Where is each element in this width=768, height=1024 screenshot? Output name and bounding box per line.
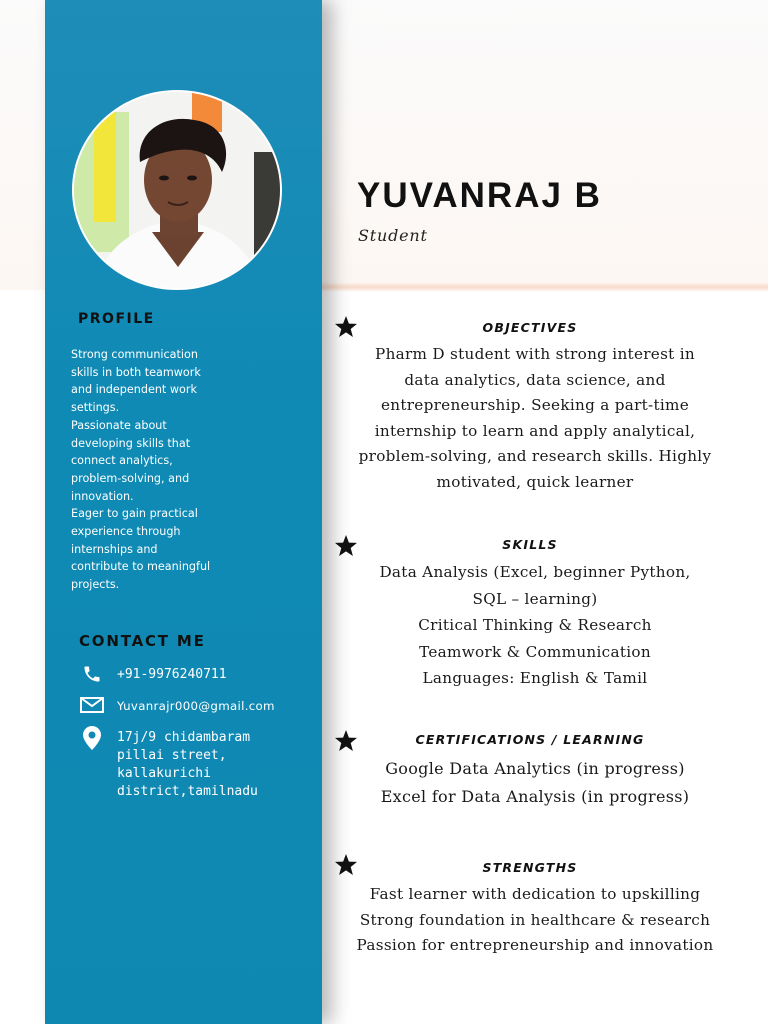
strengths-text — [330, 882, 740, 959]
profile-line: skills in both teamwork — [71, 365, 201, 379]
skills-line: SQL – learning) — [472, 589, 598, 608]
certifications-heading: CERTIFICATIONS / LEARNING — [415, 732, 645, 747]
strengths-line: Strong foundation in healthcare & research — [359, 910, 711, 929]
skills-heading: SKILLS — [502, 537, 558, 552]
profile-text — [71, 346, 241, 594]
profile-line: projects. — [71, 578, 120, 592]
strengths-heading: STRENGTHS — [482, 860, 578, 875]
objectives-line: motivated, quick learner — [436, 472, 634, 491]
profile-line: and independent work — [71, 383, 197, 397]
objectives-line: problem-solving, and research skills. Highly — [358, 447, 712, 466]
avatar-portrait — [74, 92, 280, 288]
contact-heading: CONTACT ME — [79, 632, 206, 650]
objectives-line: internship to learn and apply analytical, — [374, 421, 696, 440]
profile-heading: PROFILE — [78, 311, 155, 327]
contact-address — [117, 729, 258, 801]
objectives-line: entrepreneurship. Seeking a part-time — [380, 396, 690, 415]
profile-line: Strong communication — [71, 348, 198, 361]
phone-icon — [82, 664, 102, 684]
skills-line: Teamwork & Communication — [419, 642, 651, 661]
envelope-icon — [80, 697, 104, 713]
location-pin-icon — [83, 726, 101, 750]
address-line: 17j/9 chidambaram — [117, 730, 251, 745]
certifications-text — [330, 755, 740, 811]
contact-email[interactable]: Yuvanrajr000@gmail.com — [117, 699, 275, 713]
certifications-line: Google Data Analytics (in progress) — [385, 759, 685, 778]
profile-line: internships and — [71, 542, 158, 556]
profile-line: Passionate about — [71, 418, 167, 432]
address-line: district,tamilnadu — [117, 784, 258, 799]
candidate-role: Student — [358, 226, 428, 245]
skills-text — [330, 559, 740, 692]
profile-line: developing skills that — [71, 436, 191, 450]
skills-line: Critical Thinking & Research — [418, 616, 652, 635]
profile-line: problem-solving, and — [71, 471, 190, 485]
contact-phone[interactable]: +91-9976240711 — [117, 667, 227, 682]
address-line: pillai street, — [117, 748, 227, 763]
certifications-line: Excel for Data Analysis (in progress) — [380, 787, 690, 806]
objectives-line: data analytics, data science, and — [404, 370, 666, 389]
profile-line: connect analytics, — [71, 454, 173, 468]
profile-line: experience through — [71, 525, 181, 539]
objectives-line: Pharm D student with strong interest in — [375, 345, 695, 363]
candidate-name: YUVANRAJ B — [357, 176, 602, 215]
profile-line: settings. — [71, 401, 120, 415]
skills-line: Data Analysis (Excel, beginner Python, — [379, 563, 691, 581]
avatar — [74, 92, 280, 288]
skills-line: Languages: English & Tamil — [422, 669, 648, 688]
strengths-line: Passion for entrepreneurship and innovation — [356, 936, 714, 954]
profile-line: innovation. — [71, 489, 134, 503]
objectives-text — [330, 342, 740, 496]
strengths-line: Fast learner with dedication to upskilling — [369, 885, 701, 903]
address-line: kallakurichi — [117, 766, 211, 781]
objectives-heading: OBJECTIVES — [482, 320, 578, 335]
header-band-divider — [322, 282, 768, 292]
profile-line: contribute to meaningful — [71, 560, 211, 574]
profile-line: Eager to gain practical — [71, 507, 198, 521]
